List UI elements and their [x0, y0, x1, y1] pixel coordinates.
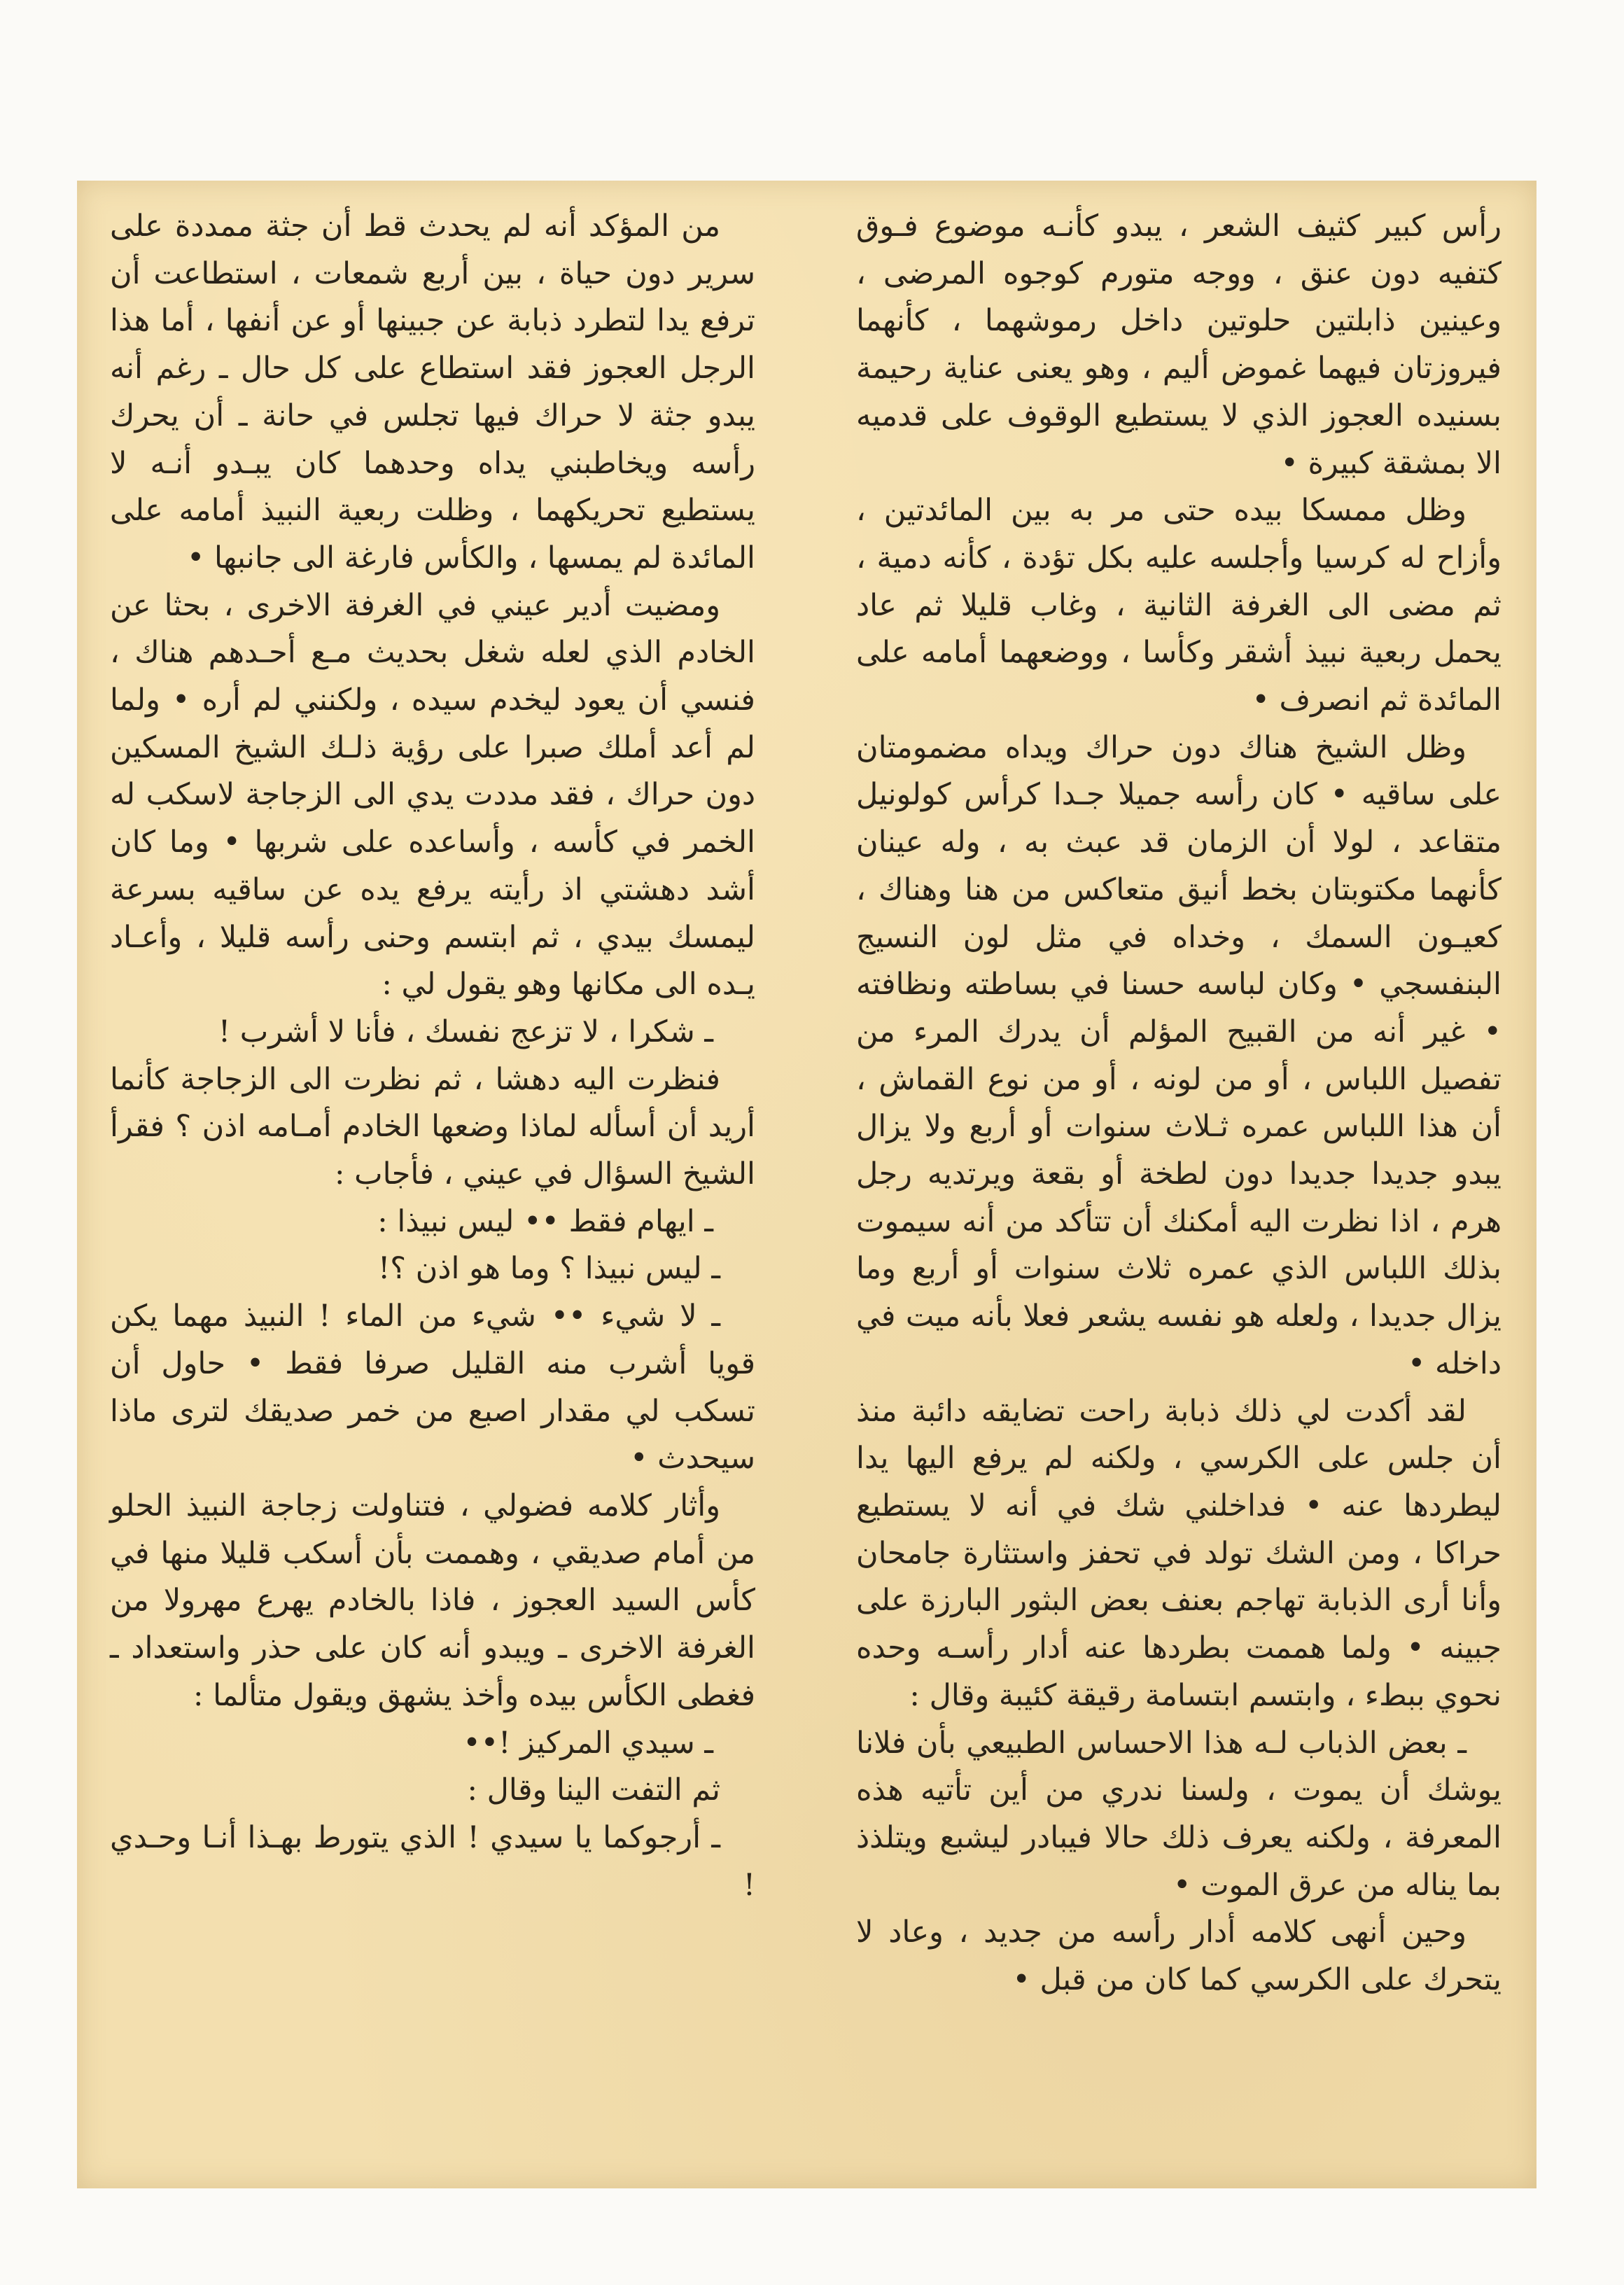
- dialogue-line: ـ سيدي المركيز !••: [463, 1725, 713, 1761]
- paragraph: وظل الشيخ هناك دون حراك ويداه مضمومتان على ساقيه • كان رأسه جميلا جـدا كرأس كولونيل متقاعد ، لولا أن الزمان قد عبث به ، وله عينان كأنهما مكتوبتان بخط أنيق متعاكس من هنا وهناك ، كعيـون السمك ، وخداه في مثل لون النسيج البنفسجي • وكان لباسه حسنا في بساطته ونظافته • غير أنه من القبيح المؤلم أن يدرك المرء من تفصيل اللباس ، أو من لونه ، أو من نوع القماش ، أن هذا اللباس عمره ثـلاث سنوات أو أربع ولا يزال يبدو جديدا جديدا دون لطخة أو بقعة ويرتديه رجل هرم ، اذا نظرت اليه أمكنك أن تتأكد من أنه سيموت بذلك اللباس الذي عمره ثلاث سنوات أو أربع وما يزال جديدا ، ولعله هو نفسه يشعر فعلا بأنه ميت في داخله •: [856, 729, 1502, 1381]
- paragraph: وحين أنهى كلامه أدار رأسه من جديد ، وعاد لا يتحرك على الكرسي كما كان من قبل •: [856, 1915, 1502, 1998]
- dialogue-line: ـ لا شيء •• شيء من الماء ! النبيذ مهما يكن قويا أشرب منه القليل صرفا فقط • حاول أن تسكب لي مقدار اصبع من خمر صديقك لترى ماذا سيحدث •: [110, 1299, 755, 1476]
- text-column-left: [110, 203, 755, 2163]
- paragraph: وأثار كلامه فضولي ، فتناولت زجاجة النبيذ الحلو من أمام صديقي ، وهممت بأن أسكب قليلا منها في كأس السيد العجوز ، فاذا بالخادم يهرع مهرولا من الغرفة الاخرى ـ ويبدو أنه كان على حذر واستعداد ـ فغطى الكأس بيده وأخذ يشهق ويقول متألما :: [110, 1488, 755, 1713]
- paragraph: لقد أكدت لي ذلك ذبابة راحت تضايقه دائبة منذ أن جلس على الكرسي ، ولكنه لم يرفع اليها يدا ليطردها عنه • فداخلني شك في أنه لا يستطيع حراكا ، ومن الشك تولد في تحفز واستثارة جامحان وأنا أرى الذبابة تهاجم بعنف بعض البثور البارزة على جبينه • ولما هممت بطردها عنه أدار رأسـه وحده نحوي ببطء ، وابتسم ابتسامة رقيقة كئيبة وقال :: [856, 1393, 1502, 1713]
- paragraph: ثم التفت الينا وقال :: [467, 1773, 720, 1808]
- dialogue-line: ـ شكرا ، لا تزعج نفسك ، فأنا لا أشرب !: [218, 1014, 713, 1049]
- paragraph: وظل ممسكا بيده حتى مر به بين المائدتين ، وأزاح له كرسيا وأجلسه عليه بكل تؤدة ، كأنه دمية ، ثم مضى الى الغرفة الثانية ، وغاب قليلا ثم عاد يحمل ربعية نبيذ أشقر وكأسا ، ووضعهما أمامه على المائدة ثم انصرف •: [856, 493, 1502, 718]
- paragraph: ومضيت أدير عيني في الغرفة الاخرى ، بحثا عن الخادم الذي لعله شغل بحديث مـع أحـدهم هناك ، فنسي أن يعود ليخدم سيده ، ولكنني لم أره • ولما لم أعد أملك صبرا على رؤية ذلـك الشيخ المسكين دون حراك ، فقد مددت يدي الى الزجاجة لاسكب له الخمر في كأسه ، وأساعده على شربها • وما كان أشد دهشتي اذ رأيته يرفع يده عن ساقيه بسرعة ليمسك بيدي ، ثم ابتسم وحنى رأسه قليلا ، وأعـاد يـده الى مكانها وهو يقول لي :: [110, 587, 755, 1002]
- dialogue-line: ـ ليس نبيذا ؟ وما هو اذن ؟!: [378, 1251, 720, 1287]
- paragraph: من المؤكد أنه لم يحدث قط أن جثة ممددة على سرير دون حياة ، بين أربع شمعات ، استطاعت أن ترفع يدا لتطرد ذبابة عن جبينها أو عن أنفها ، أما هذا الرجل العجوز فقد استطاع على كل حال ـ رغم أنه يبدو جثة لا حراك فيها تجلس في حانة ـ أن يحرك رأسه ويخاطبني يداه وحدهما كان يبـدو أنـه لا يستطيع تحريكهما ، وظلت ربعية النبيذ أمامه على المائدة لم يمسها ، والكأس فارغة الى جانبها •: [110, 209, 756, 575]
- dialogue-line: ـ أرجوكما يا سيدي ! الذي يتورط بهـذا أنـا وحـدي !: [110, 1819, 755, 1903]
- dialogue-line: ـ بعض الذباب لـه هذا الاحساس الطبيعي بأن فلانا يوشك أن يموت ، ولسنا ندري من أين تأتيه هذه المعرفة ، ولكنه يعرف ذلك حالا فيبادر ليشبع ويتلذذ بما يناله من عرق الموت •: [856, 1725, 1502, 1903]
- page-sheet: [77, 181, 1536, 2188]
- paragraph: فنظرت اليه دهشا ، ثم نظرت الى الزجاجة كأنما أريد أن أسأله لماذا وضعها الخادم أمـامه اذن ؟ فقرأ الشيخ السؤال في عيني ، فأجاب :: [110, 1061, 755, 1192]
- dialogue-line: ـ ايهام فقط •• ليس نبيذا :: [377, 1203, 713, 1239]
- paragraph: رأس كبير كثيف الشعر ، يبدو كأنـه موضوع فـوق كتفيه دون عنق ، ووجه متورم كوجوه المرضى ، وعينين ذابلتين حلوتين داخل رموشهما ، كأنهما فيروزتان فيهما غموض أليم ، وهو يعنى عناية رحيمة بسنيده العجوز الذي لا يستطيع الوقوف على قدميه الا بمشقة كبيرة •: [856, 209, 1502, 481]
- text-column-right: [856, 203, 1502, 2163]
